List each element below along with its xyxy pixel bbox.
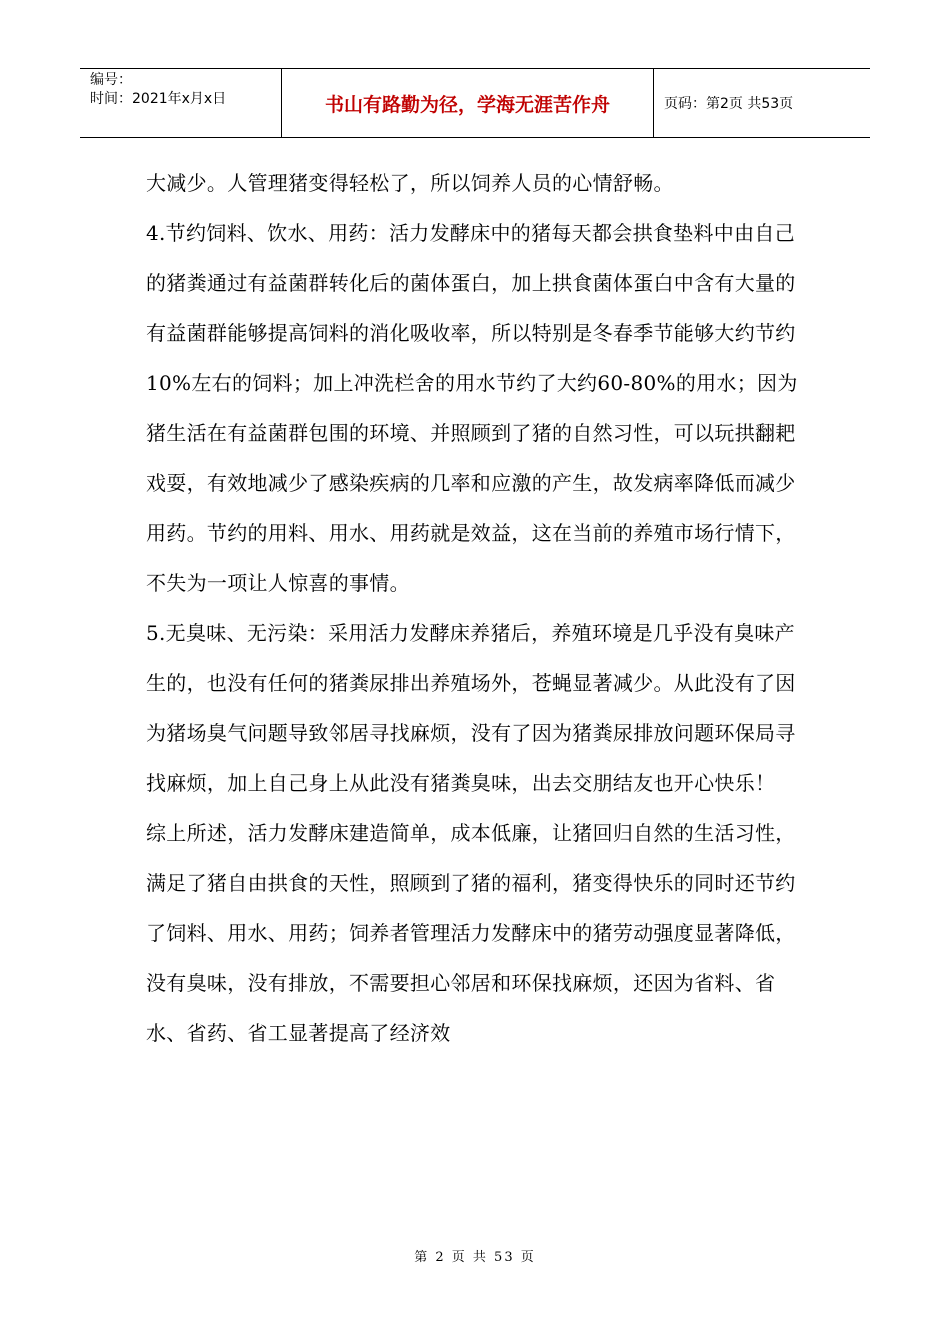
header-motto: 书山有路勤为径，学海无涯苦作舟 — [282, 69, 654, 137]
page-footer: 第 2 页 共 53 页 — [414, 1250, 536, 1265]
page-header — [80, 68, 870, 138]
document-body — [146, 158, 808, 1058]
header-meta — [80, 69, 282, 137]
paragraph: 大减少。人管理猪变得轻松了，所以饲养人员的心情舒畅。 — [146, 171, 674, 195]
header-page-info: 页码：第2页 共53页 — [664, 96, 794, 112]
paragraph: 综上所述，活力发酵床建造简单，成本低廉，让猪回归自然的生活习性，满足了猪自由拱食的天性，照顾到了猪的福利，猪变得快乐的同时还节约了饲料、用水、用药；饲养者管理活力发酵床中的猪劳动强度显著降低，没有臭味，没有排放，不需要担心邻居和环保找麻烦，还因为省料、省水、省药、省工显著提高了经济效 — [146, 821, 796, 1045]
paragraph: 4.节约饲料、饮水、用药：活力发酵床中的猪每天都会拱食垫料中由自己的猪粪通过有益菌群转化后的菌体蛋白，加上拱食菌体蛋白中含有大量的有益菌群能够提高饲料的消化吸收率，所以特别是冬春季节能够大约节约10%左右的饲料；加上冲洗栏舍的用水节约了大约60-80%的用水；因为猪生活在有益菌群包围的环境、并照顾到了猪的自然习性，可以玩拱翻耙戏耍，有效地减少了感染疾病的几率和应激的产生，故发病率降低而减少用药。节约的用料、用水、用药就是效益，这在当前的养殖市场行情下，不失为一项让人惊喜的事情。 — [146, 221, 798, 595]
date-line: 时间：2021年x月x日 — [90, 91, 227, 107]
number-label: 编号： — [90, 72, 132, 88]
paragraph: 5.无臭味、无污染：采用活力发酵床养猪后，养殖环境是几乎没有臭味产生的，也没有任何的猪粪尿排出养殖场外，苍蝇显著减少。从此没有了因为猪场臭气问题导致邻居寻找麻烦，没有了因为猪粪尿排放问题环保局寻找麻烦，加上自己身上从此没有猪粪臭味，出去交朋结友也开心快乐！ — [146, 621, 796, 795]
